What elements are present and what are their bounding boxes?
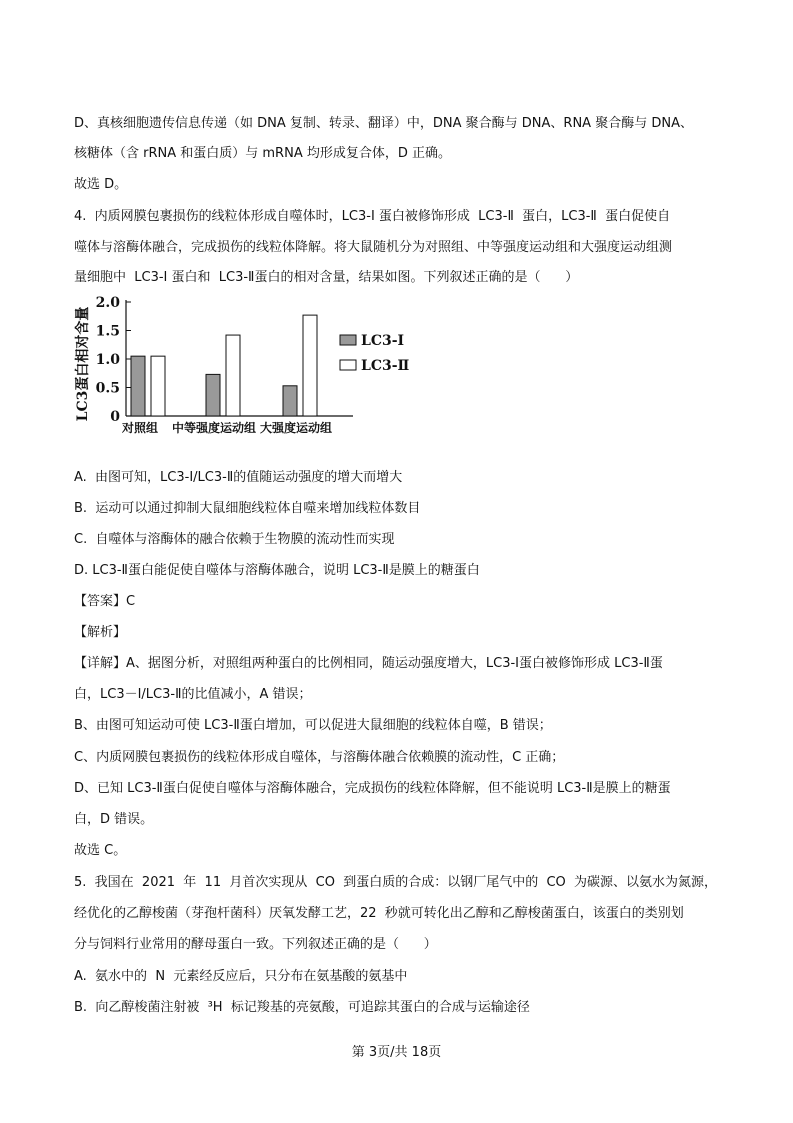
option-d: D. LC3-Ⅱ蛋白能促使自噬体与溶酶体融合，说明 LC3-Ⅱ是膜上的糖蛋白 bbox=[74, 563, 480, 578]
bar-lc3-ii bbox=[151, 356, 165, 416]
bar-lc3-i bbox=[206, 374, 220, 416]
legend-swatch-lc3-ii bbox=[340, 360, 356, 370]
option-c: C. 自噬体与溶酶体的融合依赖于生物膜的流动性而实现 bbox=[74, 532, 395, 547]
x-tick-label: 大强度运动组 bbox=[260, 421, 333, 435]
question-4-line-2: 噬体与溶酶体融合，完成损伤的线粒体降解。将大鼠随机分为对照组、中等强度运动组和大强度运动组测 bbox=[74, 240, 673, 255]
line-1: D、真核细胞遗传信息传递（如 DNA 复制、转录、翻译）中，DNA 聚合酶与 DNA、RNA 聚合酶与 DNA、 bbox=[74, 116, 693, 131]
question-5-option-a: A. 氨水中的 N 元素经反应后，只分布在氨基酸的氨基中 bbox=[74, 969, 408, 984]
line-3: 故选 D。 bbox=[74, 177, 128, 192]
y-tick-label: 1.5 bbox=[95, 323, 120, 340]
y-tick-label: 1.0 bbox=[95, 352, 120, 368]
question-5-line-3: 分与饲料行业常用的酵母蛋白一致。下列叙述正确的是（ ） bbox=[74, 937, 437, 952]
y-axis-title: LC3蛋白相对含量 bbox=[75, 306, 91, 422]
detail-line-2: 白，LC3－Ⅰ/LC3-Ⅱ的比值减小，A 错误； bbox=[74, 687, 312, 702]
answer-heading: 【答案】C bbox=[74, 594, 136, 609]
detail-line-6: 白，D 错误。 bbox=[74, 812, 154, 827]
bar-lc3-ii bbox=[226, 335, 240, 416]
bar-lc3-ii bbox=[303, 315, 317, 416]
x-tick-label: 中等强度运动组 bbox=[172, 421, 257, 435]
bar-chart bbox=[70, 282, 410, 442]
bar-lc3-i bbox=[131, 356, 145, 416]
legend-label-lc3-ii: LC3-Ⅱ bbox=[361, 358, 410, 374]
detail-line-1: 【详解】A、据图分析，对照组两种蛋白的比例相同，随运动强度增大，LC3-Ⅰ蛋白被修饰形成 LC3-Ⅱ蛋 bbox=[74, 656, 663, 671]
page-footer: 第 3页/共 18页 bbox=[351, 1045, 442, 1060]
detail-line-4: C、内质网膜包裹损伤的线粒体形成自噬体，与溶酶体融合依赖膜的流动性，C 正确； bbox=[74, 750, 565, 765]
detail-line-5: D、已知 LC3-Ⅱ蛋白促使自噬体与溶酶体融合，完成损伤的线粒体降解，但不能说明 LC3-Ⅱ是膜上的糖蛋 bbox=[74, 781, 671, 796]
question-5-line-2: 经优化的乙醇梭菌（芽孢杆菌科）厌氧发酵工艺，22 秒就可转化出乙醇和乙醇梭菌蛋白，该蛋白的类别划 bbox=[74, 906, 684, 921]
option-a: A. 由图可知，LC3-Ⅰ/LC3-Ⅱ的值随运动强度的增大而增大 bbox=[74, 470, 403, 485]
legend-label-lc3-i: LC3-Ⅰ bbox=[361, 333, 405, 349]
analysis-heading: 【解析】 bbox=[74, 625, 127, 640]
y-tick-label: 2.0 bbox=[95, 295, 120, 311]
detail-line-3: B、由图可知运动可使 LC3-Ⅱ蛋白增加，可以促进大鼠细胞的线粒体自噬，B 错误； bbox=[74, 718, 552, 733]
y-tick-label: 0 bbox=[110, 409, 120, 425]
question-4-line-3: 量细胞中 LC3-Ⅰ 蛋白和 LC3-Ⅱ蛋白的相对含量，结果如图。下列叙述正确的是（ ） bbox=[74, 270, 579, 285]
bar-lc3-i bbox=[283, 386, 297, 416]
legend-swatch-lc3-i bbox=[340, 335, 356, 345]
question-5-line-1: 5. 我国在 2021 年 11 月首次实现从 CO 到蛋白质的合成：以钢厂尾气中的 CO 为碳源、以氨水为氮源， bbox=[74, 875, 718, 890]
question-5-option-b: B. 向乙醇梭菌注射被 ³H 标记羧基的亮氨酸，可追踪其蛋白的合成与运输途径 bbox=[74, 1000, 530, 1015]
question-4-line-1: 4. 内质网膜包裹损伤的线粒体形成自噬体时，LC3-Ⅰ 蛋白被修饰形成 LC3-Ⅱ 蛋白，LC3-Ⅱ 蛋白促使自 bbox=[74, 209, 671, 224]
line-2: 核糖体（含 rRNA 和蛋白质）与 mRNA 均形成复合体，D 正确。 bbox=[74, 146, 451, 161]
y-tick-label: 0.5 bbox=[95, 380, 120, 397]
x-tick-label: 对照组 bbox=[122, 421, 159, 435]
conclusion-line: 故选 C。 bbox=[74, 843, 127, 858]
option-b: B. 运动可以通过抑制大鼠细胞线粒体自噬来增加线粒体数目 bbox=[74, 501, 421, 516]
